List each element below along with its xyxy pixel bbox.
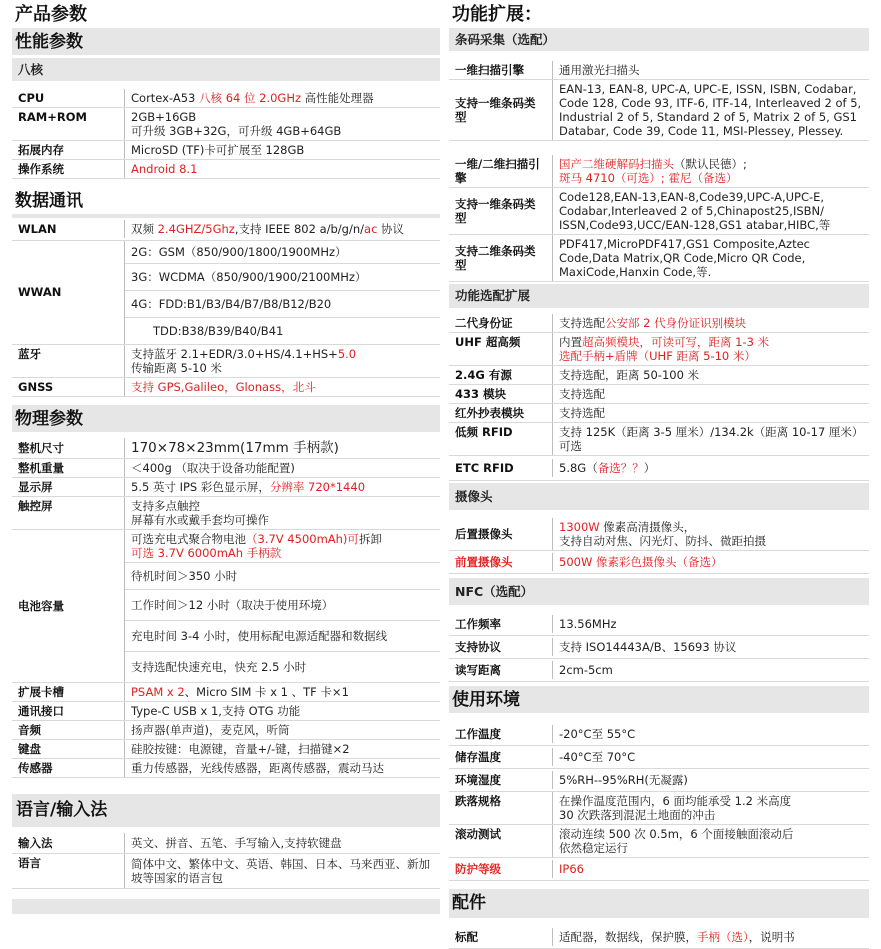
slot-row [12,683,440,702]
bc-r1-value: 通用激光扫描头 [552,61,869,79]
lang-title: 语言/输入法 [12,794,440,827]
drop-key: 跌落规格 [455,794,501,809]
feat-title: 功能选配扩展 [449,284,869,307]
wwan-value: 2G：GSM（850/900/1800/1900MHz） 3G：WCDMA（850/900/1900/2100MHz） 4G：FDD:B1/B3/B4/B7/B8/B12/B20 TDD:B38/B39/B40/B41 [124,241,440,344]
cpu-key: CPU [18,90,45,105]
id-value: 支持选配公安部 2 代身份证识别模块 [552,314,869,332]
product-params-title: 产品参数 [15,4,87,25]
ir-value: 支持选配 [552,404,869,422]
rear-cam-value: 1300W 像素高清摄像头， 支持自动对焦、闪光灯、防抖、微距拍摄 [552,518,869,550]
wt-key: 工作温度 [455,727,501,742]
audio-key: 音频 [18,723,41,738]
wwan-row [12,241,440,345]
port-row [12,702,440,721]
wt-value: -20°C至 55°C [552,725,869,743]
port-key: 通讯接口 [18,704,64,719]
disp-key: 显示屏 [18,480,53,495]
bc-r3-key: 一维/二维扫描引擎 [455,157,540,186]
os-value: Android 8.1 [124,160,440,178]
wlan-row [12,218,440,241]
std-value: 适配器，数据线，保护膜，手柄（选），说明书 [552,928,869,946]
nfc-freq-row [449,613,869,636]
sensor-row [12,759,440,778]
kb-value: 硅胶按键：电源键，音量+/-键，扫描键×2 [124,740,440,758]
cpu-value: Cortex-A53 八核 64 位 2.0GHz 高性能处理器 [124,89,440,107]
etc-row [449,456,869,481]
weight-key: 整机重量 [18,461,64,476]
m433-key: 433 模块 [455,386,507,401]
lang-value: 简体中文、繁体中文、英语、韩国、日本、马来西亚、新加坡等国家的语言包 [124,854,440,888]
ip-key: 防护等级 [455,862,501,877]
touch-key: 触控屏 [18,499,53,514]
hum-row [449,769,869,792]
nfc-dist-key: 读写距离 [455,663,501,678]
bc-r2-key: 支持一维条码类型 [455,96,536,125]
env-title: 使用环境 [449,686,869,713]
etc-key: ETC RFID [455,460,514,475]
bc-r5-value: PDF417,MicroPDF417,GS1 Composite,Aztec Code,Data Matrix,QR Code,Micro QR Code, MaxiCode,Hanxin Code,等. [552,235,869,281]
os-key: 操作系统 [18,162,64,176]
bc-r2-row [449,80,869,141]
kb-key: 键盘 [18,742,41,757]
size-row [12,438,440,459]
weight-value: ＜400g （取决于设备功能配置) [124,459,440,477]
nfc-freq-key: 工作频率 [455,617,501,632]
bc-r5-row [449,235,869,282]
drop-row [449,792,869,825]
lf-value: 支持 125K（距离 3-5 厘米）/134.2k（距离 10-17 厘米）可选 [552,423,869,455]
bc-r4-value: Code128,EAN-13,EAN-8,Code39,UPC-A,UPC-E, Codabar,Interleaved 2 of 5,Chinapost25,ISBN/ ISSN,Code93,UCC/EAN-128,GS1 atabar,HIBC,等 [552,188,869,234]
g24-row [449,366,869,385]
std-row [449,926,869,949]
roll-row [449,825,869,858]
weight-row [12,459,440,478]
wt-row [449,723,869,746]
bc-r3-value: 国产二维硬解码扫描头（默认民德）; 斑马 4710（可选）; 霍尼（备选） [552,155,869,187]
roll-key: 滚动测试 [455,827,501,842]
g24-key: 2.4G 有源 [455,367,512,382]
size-key: 整机尺寸 [18,440,64,455]
ext-row [12,141,440,160]
m433-row [449,385,869,404]
lang-key: 语言 [18,856,41,871]
gnss-key: GNSS [18,379,54,394]
battery-value: 可选充电式聚合物电池（3.7V 4500mAh)可拆卸 可选 3.7V 6000mAh 手柄款 待机时间＞350 小时 工作时间＞12 小时（取决于使用环境） 充电时间 3-4 小时，使用标配电源适配器和数据线 支持选配快速充电，快充 2.5 小时 [124,530,440,682]
disp-value: 5.5 英寸 IPS 彩色显示屏，分辨率 720*1440 [124,478,440,496]
rear-cam-row [449,518,869,551]
st-key: 储存温度 [455,750,501,765]
bc-r1-row [449,61,869,80]
slot-key: 扩展卡槽 [18,685,64,700]
hum-key: 环境湿度 [455,773,501,788]
input-key: 输入法 [18,836,53,851]
front-cam-key: 前置摄像头 [455,555,513,570]
audio-row [12,721,440,740]
right-column [449,0,869,949]
gnss-value: 支持 GPS,Galileo，Glonass，北斗 [124,378,440,396]
bc-r5-key: 支持二维条码类型 [455,244,536,273]
bc-r2-value: EAN-13, EAN-8, UPC-A, UPC-E, ISSN, ISBN, Codabar, Code 128, Code 93, ITF-6, ITF-14, Interleaved 2 of 5, Industrial 2 of 5, Standard 2 of 5, Matrix 2 of 5, GS1 Databar, Code 39, Code 11, MSI-Plessey, Plessey. [552,80,869,140]
audio-value: 扬声器(单声道)，麦克风，听筒 [124,721,440,739]
battery-key: 电池容量 [18,599,64,614]
phys-title: 物理参数 [12,405,440,432]
wwan-key: WWAN [18,285,62,300]
battery-row [12,530,440,683]
m433-value: 支持选配 [552,385,869,403]
input-value: 英文、拼音、五笔、手写输入,支持软键盘 [124,833,440,853]
feature-ext-title: 功能扩展： [452,4,542,25]
ext-key: 拓展内存 [18,142,64,157]
touch-value: 支持多点触控 屏幕有水或戴手套均可操作 [124,497,440,529]
drop-value: 在操作温度范围内，6 面均能承受 1.2 米高度 30 次跌落到混泥土地面的冲击 [552,792,869,824]
left-footer-bar [12,899,440,914]
kb-row [12,740,440,759]
sensor-key: 传感器 [18,761,53,776]
wlan-value: 双频 2.4GHZ/5Ghz,支持 IEEE 802 a/b/g/n/ac 协议 [124,220,440,238]
hum-value: 5%RH--95%RH(无凝露) [552,771,869,789]
g24-value: 支持选配，距离 50-100 米 [552,366,869,384]
nfc-proto-value: 支持 ISO14443A/B、15693 协议 [552,638,869,656]
lf-key: 低频 RFID [455,424,513,439]
uhf-value: 内置超高频模块，可读可写，距离 1-3 米 选配手柄+盾牌（UHF 距离 5-10 米） [552,333,869,365]
nfc-dist-value: 2cm-5cm [552,661,869,679]
st-value: -40°C至 70°C [552,748,869,766]
acc-title: 配件 [449,889,869,918]
nfc-proto-key: 支持协议 [455,640,501,655]
os-row [12,160,440,179]
etc-value: 5.8G（备选？？） [552,459,869,477]
perf-title: 性能参数 [12,28,440,55]
id-row [449,314,869,333]
cpu-row [12,89,440,108]
bt-row [12,345,440,378]
bc-r4-row [449,188,869,235]
bc-r1-key: 一维扫描引擎 [455,63,524,78]
ext-value: MicroSD (TF)卡可扩展至 128GB [124,141,440,159]
ir-row [449,404,869,423]
bc-r3-row [449,141,869,188]
id-key: 二代身份证 [455,315,513,330]
nfc-dist-row [449,659,869,682]
comm-title: 数据通讯 [15,191,83,212]
rear-cam-key: 后置摄像头 [455,527,513,542]
size-value: 170×78×23mm(17mm 手柄款) [124,438,440,458]
std-key: 标配 [455,929,478,944]
roll-value: 滚动连续 500 次 0.5m，6 个面接触面滚动后 依然稳定运行 [552,825,869,857]
front-cam-value: 500W 像素彩色摄像头（备选） [552,553,869,571]
touch-row [12,497,440,530]
gnss-row [12,378,440,397]
barcode-title: 条码采集（选配） [449,28,869,51]
nfc-freq-value: 13.56MHz [552,615,869,633]
uhf-row [449,333,869,366]
nfc-title: NFC（选配） [449,578,869,605]
octa-subtitle: 八核 [12,58,440,81]
ram-value: 2GB+16GB 可升级 3GB+32G，可升级 4GB+64GB [124,108,440,140]
front-cam-row [449,551,869,574]
cam-title: 摄像头 [449,483,869,510]
ip-value: IP66 [552,860,869,878]
lang-row [12,854,440,889]
disp-row [12,478,440,497]
ir-key: 红外抄表模块 [455,405,524,420]
port-value: Type-C USB x 1,支持 OTG 功能 [124,702,440,720]
ram-row [12,108,440,141]
bc-r4-key: 支持一维条码类型 [455,197,536,226]
uhf-key: UHF 超高频 [455,334,521,349]
sensor-value: 重力传感器，光线传感器，距离传感器，震动马达 [124,759,440,777]
slot-value: PSAM x 2、Micro SIM 卡 x 1 、TF 卡×1 [124,683,440,701]
input-row [12,833,440,854]
ip-row [449,858,869,881]
lf-row [449,423,869,456]
ram-key: RAM+ROM [18,109,87,124]
st-row [449,746,869,769]
left-column [12,0,440,914]
bt-value: 支持蓝牙 2.1+EDR/3.0+HS/4.1+HS+5.0 传输距离 5-10 米 [124,345,440,377]
nfc-proto-row [449,636,869,659]
bt-key: 蓝牙 [18,346,41,361]
wlan-key: WLAN [18,221,57,236]
